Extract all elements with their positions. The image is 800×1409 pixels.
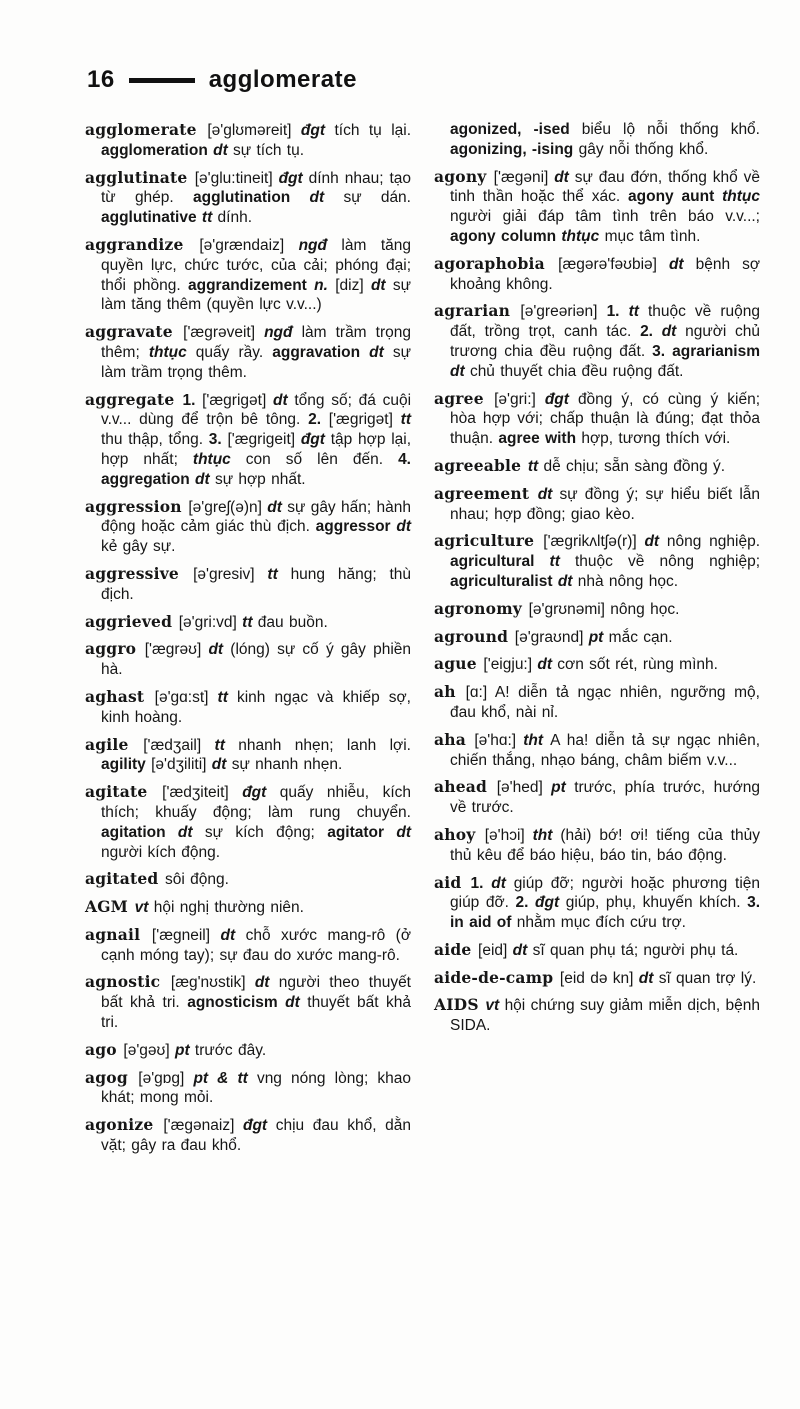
page-number: 16 <box>87 66 115 93</box>
entry-aggression: aggression [ə'greʃ(ə)n] dt sự gây hấn; hành động hoặc cảm giác thù địch. aggressor dt kẻ gây sự. <box>85 496 411 556</box>
entry-agony: agony ['ægəni] dt sự đau đớn, thống khổ về tinh thần hoặc thể xác. agony aunt thtục người giải đáp tâm tình trên báo v.v...; agony column thtục mục tâm tình. <box>434 166 760 245</box>
entry-agitate: agitate ['ædʒiteit] đgt quấy nhiễu, kích thích; khuấy động; làm rung chuyển. agitation dt sự kích động; agitator dt người kích động. <box>85 782 412 861</box>
entry-aha: aha [ə'hɑ:] tht A ha! diễn tả sự ngạc nhiên, chiến thắng, nhạo báng, châm biếm v.v... <box>434 729 760 769</box>
entry-ah: ah [ɑ:] A! diễn tả ngạc nhiên, ngưỡng mộ, đau khổ, nài nỉ. <box>434 682 760 721</box>
entry-aggravate: aggravate ['ægrəveit] ngđ làm trầm trọng thêm; thtục quấy rầy. aggravation dt sự làm trầm trọng thêm. <box>85 322 411 381</box>
entry-agronomy: agronomy [ə'grʊnəmi] nông học. <box>434 598 680 618</box>
entry-agile: agile ['ædʒail] tt nhanh nhẹn; lanh lợi. agility [ə'dʒiliti] dt sự nhanh nhẹn. <box>85 734 411 774</box>
entry-ago: ago [ə'gəʊ] pt trước đây. <box>85 1039 267 1059</box>
entry-aide-de-camp: aide-de-camp [eid də kn] dt sĩ quan trợ lý. <box>434 967 757 987</box>
entry-aggro: aggro ['ægrəʊ] dt (lóng) sự cố ý gây phiền hà. <box>85 639 412 679</box>
entry-agglutinate: agglutinate [ə'glu:tineit] đgt dính nhau; tạo từ ghép. agglutination dt sự dán. agglutinative tt dính. <box>85 167 412 227</box>
entry-agm: AGM vt hội nghị thường niên. <box>85 897 304 917</box>
entry-agog: agog [ə'gɒg] pt & tt vng nóng lòng; khao khát; mong mỏi. <box>85 1067 411 1107</box>
entry-aid: aid 1. dt giúp đỡ; người hoặc phương tiện giúp đỡ. 2. đgt giúp, phụ, khuyến khích. 3. in aid of nhằm mục đích cứu trợ. <box>434 872 761 932</box>
entry-agnostic: agnostic [æg'nʊstik] dt người theo thuyết bất khả tri. agnosticism dt thuyết bất khả tri. <box>85 972 412 1032</box>
guide-word: agglomerate <box>208 66 357 93</box>
entry-agonized-ised: agonized, -ised biểu lộ nỗi thống khổ. agonizing, -ising gây nỗi thống khổ. <box>450 121 760 158</box>
entry-agglomerate: agglomerate [ə'glʊməreit] đgt tích tụ lại. agglomeration dt sự tích tụ. <box>85 120 412 159</box>
entry-aggrandize: aggrandize [ə'grændaiz] ngđ làm tăng quyền lực, chức tước, của cải; phóng đại; thổi phồng. aggrandizement n. [diz] dt sự làm tăng thêm (quyền lực v.v...) <box>85 234 412 314</box>
entry-aids: AIDS vt hội chứng suy giảm miễn dịch, bệnh SIDA. <box>434 995 761 1035</box>
header-rule <box>129 78 195 83</box>
entry-ague: ague ['eigju:] dt cơn sốt rét, rùng mình. <box>434 654 718 674</box>
entry-agitated: agitated sôi động. <box>85 869 229 889</box>
entry-agreeable: agreeable tt dễ chịu; sẵn sàng đồng ý. <box>434 455 726 475</box>
column-right <box>434 120 760 1163</box>
entry-agree: agree [ə'gri:] đgt đồng ý, có cùng ý kiến; hòa hợp với; chấp thuận là đúng; đạt thỏa thuận. agree with hợp, tương thích với. <box>434 388 761 448</box>
entry-aide: aide [eid] dt sĩ quan phụ tá; người phụ tá. <box>434 939 739 959</box>
entry-aground: aground [ə'graʊnd] pt mắc cạn. <box>434 626 673 646</box>
entry-agreement: agreement dt sự đồng ý; sự hiểu biết lẫn nhau; hợp đồng; giao kèo. <box>434 483 761 523</box>
column-left <box>85 120 411 1163</box>
entry-agriculture: agriculture ['ægrikʌltʃə(r)] dt nông nghiệp. agricultural tt thuộc về nông nghiệp; agriculturalist dt nhà nông học. <box>434 531 760 590</box>
entry-agoraphobia: agoraphobia [ægərə'fəʊbiə] dt bệnh sợ khoảng không. <box>434 253 760 293</box>
entry-agrarian: agrarian [ə'greəriən] 1. tt thuộc về ruộng đất, trồng trọt, canh tác. 2. dt người chủ trương chia đều ruộng đất. 3. agrarianism dt chủ thuyết chia đều ruộng đất. <box>434 301 761 380</box>
entry-aggregate: aggregate 1. ['ægrigət] dt tổng số; đá cuội v.v... dùng để trộn bê tông. 2. ['ægrigət] tt thu thập, tổng. 3. ['ægrigeit] đgt tập hợp lại, hợp nhất; thtục con số lên đến. 4. aggregation dt sự hợp nhất. <box>85 389 412 488</box>
entry-aghast: aghast [ə'gɑ:st] tt kinh ngạc và khiếp sợ, kinh hoàng. <box>85 686 411 726</box>
entry-agnail: agnail ['ægneil] dt chỗ xước mang-rô (ở cạnh móng tay); sự đau do xước mang-rô. <box>85 924 412 964</box>
columns-container <box>85 120 760 1163</box>
entry-ahoy: ahoy [ə'hɔi] tht (hải) bớ! ơi! tiếng của thủy thủ kêu để báo hiệu, báo tin, báo động. <box>434 824 760 864</box>
page-header <box>87 66 760 94</box>
entry-aggrieved: aggrieved [ə'gri:vd] tt đau buồn. <box>85 611 328 631</box>
entry-aggressive: aggressive [ə'gresiv] tt hung hăng; thù địch. <box>85 563 411 603</box>
entry-agonize: agonize ['ægənaiz] đgt chịu đau khổ, dằn vặt; gây ra đau khổ. <box>85 1115 411 1155</box>
entry-ahead: ahead [ə'hed] pt trước, phía trước, hướng về trước. <box>434 777 761 817</box>
